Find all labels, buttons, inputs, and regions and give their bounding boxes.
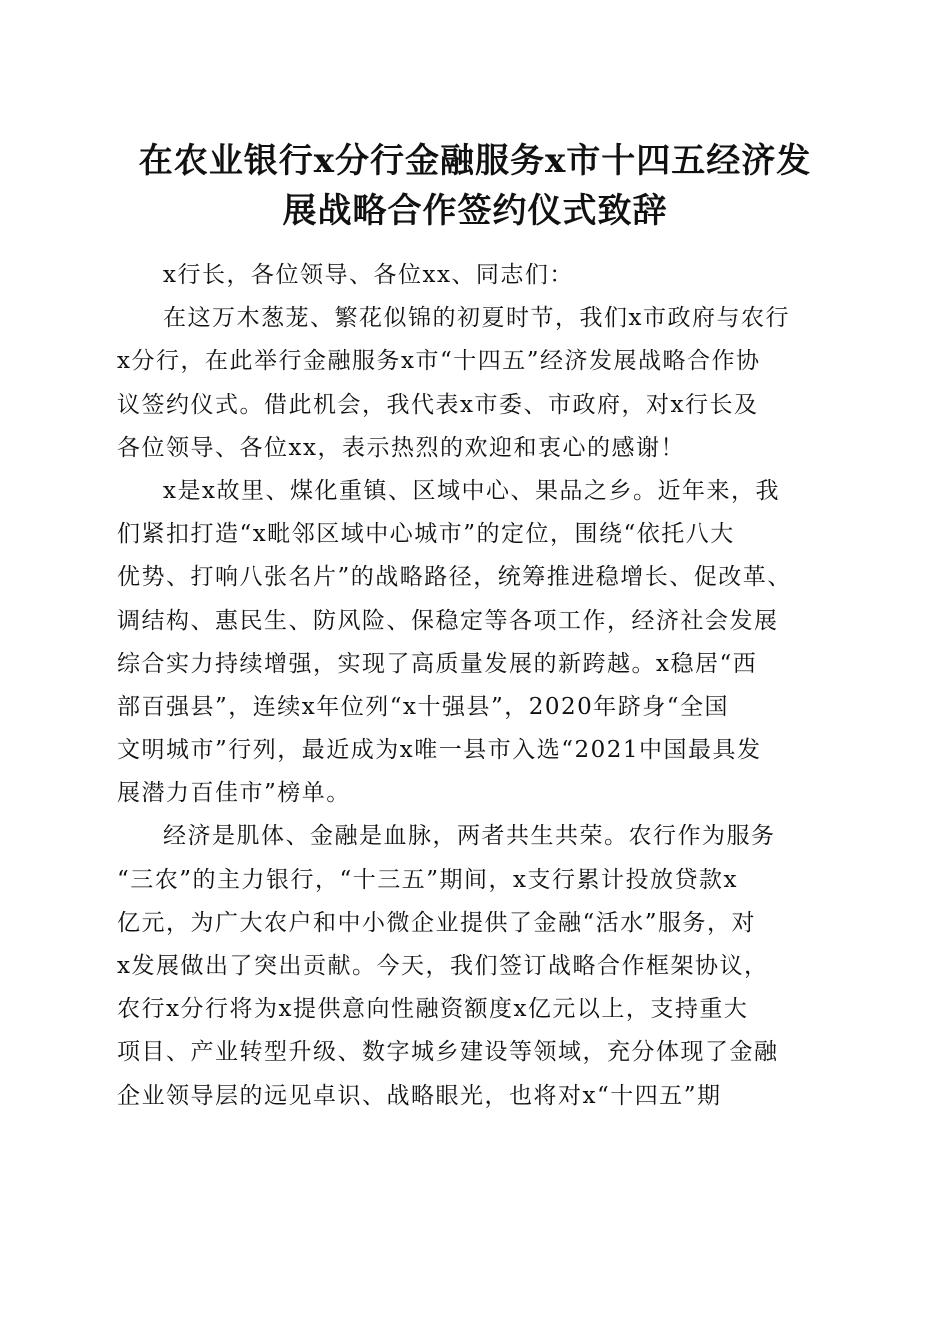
title-line-2: 展战略合作签约仪式致辞 xyxy=(282,191,668,231)
text-line: 各位领导、各位xx，表示热烈的欢迎和衷心的感谢！ xyxy=(117,434,685,461)
text-line: 在这万木葱茏、繁花似锦的初夏时节，我们x市政府与农行 xyxy=(163,305,790,332)
text-line: 亿元，为广大农户和中小微企业提供了金融“活水”服务，对 xyxy=(117,909,757,936)
text-line: “三农”的主力银行，“十三五”期间，x支行累计投放贷款x xyxy=(117,866,738,893)
text-line: x分行，在此举行金融服务x市“十四五”经济发展战略合作协 xyxy=(117,348,761,375)
text-line: 展潜力百佳市”榜单。 xyxy=(117,780,351,807)
body-text xyxy=(117,254,829,1118)
text-line: 综合实力持续增强，实现了高质量发展的新跨越。x稳居“西 xyxy=(117,650,758,677)
text-line: 企业领导层的远见卓识、战略眼光，也将对x“十四五”期 xyxy=(117,1082,722,1109)
page-title xyxy=(110,136,840,236)
text-line: 优势、打响八张名片”的战略路径，统筹推进稳增长、促改革、 xyxy=(117,564,792,591)
text-line: 文明城市”行列，最近成为x唯一县市入选“2021中国最具发 xyxy=(117,737,762,764)
text-line: 项目、产业转型升级、数字城乡建设等领域，充分体现了金融 xyxy=(117,1039,779,1066)
text-line: 们紧扣打造“x毗邻区域中心城市”的定位，围绕“依托八大 xyxy=(117,521,735,548)
text-line: 部百强县”，连续x年位列“x十强县”，2020年跻身“全国 xyxy=(117,693,730,720)
text-line: x行长，各位领导、各位xx、同志们： xyxy=(163,262,574,288)
text-line: 议签约仪式。借此机会，我代表x市委、市政府，对x行长及 xyxy=(117,391,759,418)
text-line: 调结构、惠民生、防风险、保稳定等各项工作，经济社会发展 xyxy=(117,607,779,634)
text-line: x发展做出了突出贡献。今天，我们签订战略合作框架协议， xyxy=(117,953,769,979)
text-line: x是x故里、煤化重镇、区域中心、果品之乡。近年来，我 xyxy=(163,477,780,504)
text-line: 农行x分行将为x提供意向性融资额度x亿元以上，支持重大 xyxy=(117,996,749,1023)
text-line: 经济是肌体、金融是血脉，两者共生共荣。农行作为服务 xyxy=(163,823,776,850)
title-line-1: 在农业银行x分行金融服务x市十四五经济发 xyxy=(138,141,812,181)
